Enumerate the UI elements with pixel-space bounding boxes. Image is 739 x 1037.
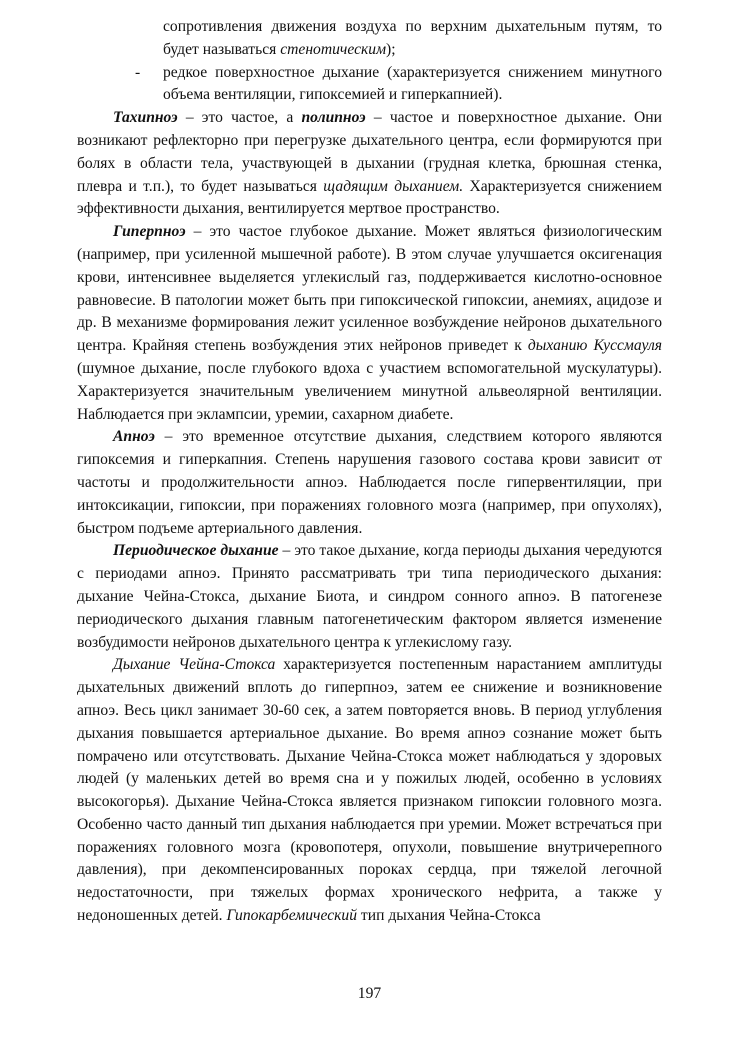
text-run: – частое и поверхностное дыхание. Они возникают рефлекторно при перегрузке дыхательного центра, если формируются при болях в области тела, участвующей в дыхании (грудная клетка, брюшная стенка, плевра и т.п.), то будет называться (77, 109, 662, 195)
term-apnea: Апноэ (113, 428, 155, 446)
paragraph-cheyne-stokes (77, 654, 662, 928)
text-run: Характеризуется снижением эффективности дыхания, вентилируется мертвое пространство. (77, 177, 662, 218)
paragraph-tachypnea (77, 107, 662, 221)
paragraph-apnea (77, 426, 662, 540)
text-run: ); (386, 40, 396, 58)
paragraph-periodic-breathing (77, 540, 662, 654)
paragraph-hyperpnea (77, 221, 662, 426)
text-run: – это частое, а (177, 109, 302, 127)
italic-term: стенотическим (280, 40, 387, 58)
italic-term: щадящим дыханием. (323, 177, 464, 195)
text-run: (шумное дыхание, после глубокого вдоха с участием вспомогательной мускулатуры). Характеризуется значительным увеличением минутной альвеолярной вентиляции. Наблюдается при эклампсии, уремии, сахарном диабете. (77, 359, 662, 423)
term-hyperpnea: Гиперпноэ (113, 223, 186, 241)
italic-term: Дыхание Чейна-Стокса (113, 656, 276, 674)
text-run: характеризуется постепенным нарастанием амплитуды дыхательных движений вплоть до гиперпноэ, затем ее снижение и возникновение апноэ. Весь цикл занимает 30-60 сек, а затем повторяется вновь. В период углубления дыхания повышается артериальное дыхание. Во время апноэ сознание может быть помрачено или отсутствовать. Дыхание Чейна-Стокса может наблюдаться у здоровых людей (у маленьких детей во время сна и у пожилых людей, особенно в условиях высокогорья). Дыхание Чейна-Стокса является признаком гипоксии головного мозга. Особенно часто данный тип дыхания наблюдается при уремии. Может встречаться при поражениях головного мозга (кровопотеря, опухоли, повышение внутричерепного давления), при декомпенсированных пороках сердца, при тяжелой легочной недостаточности, при тяжелых формах хронического нефрита, а также у недоношенных детей. (77, 656, 662, 925)
text-run: редкое поверхностное дыхание (характеризуется снижением минутного объема вентиляции, гипоксемией и гиперкапнией). (163, 63, 662, 104)
italic-term: дыханию Куссмауля (527, 337, 663, 355)
bullet-dash: - (135, 63, 141, 81)
list-item-continuation (77, 16, 662, 62)
text-run: тип дыхания Чейна-Стокса (357, 907, 541, 925)
text-run: – это временное отсутствие дыхания, следствием которого являются гипоксемия и гиперкапния. Степень нарушения газового состава крови зависит от частоты и продолжительности апноэ. Наблюдается после гипервентиляции, при интоксикации, гипоксии, при поражениях головного мозга (например, при опухолях), быстром подъеме артериального давления. (77, 428, 662, 537)
text-run: сопротивления движения воздуха по верхним дыхательным путям, то будет называться (163, 18, 662, 58)
term-polypnea: полипноэ (301, 109, 366, 127)
text-run: – это такое дыхание, когда периоды дыхания чередуются с периодами апноэ. Принято рассматривать три типа периодического дыхания: дыхание Чейна-Стокса, дыхание Биота, и синдром сонного апноэ. В патогенезе периодического дыхания главным патогенетическим фактором является изменение возбудимости нейронов дыхательного центра к углекислому газу. (77, 542, 662, 651)
page-number: 197 (357, 985, 382, 1002)
list-item (77, 62, 662, 108)
term-tachypnea: Тахипноэ (113, 109, 178, 127)
text-run: – это частое глубокое дыхание. Может являться физиологическим (например, при усиленной мышечной работе). В этом случае улучшается оксигенация крови, интенсивнее выделяется углекислый газ, поддерживается кислотно-основное равновесие. В патологии может быть при гипоксической гипоксии, анемиях, ацидозе и др. В механизме формирования лежит усиленное возбуждение нейронов дыхательного центра. Крайняя степень возбуждения этих нейронов приведет к (77, 223, 662, 355)
italic-term: Гипокарбемический (226, 907, 358, 925)
body-text (77, 16, 662, 928)
term-periodic-breathing: Периодическое дыхание (113, 542, 279, 560)
